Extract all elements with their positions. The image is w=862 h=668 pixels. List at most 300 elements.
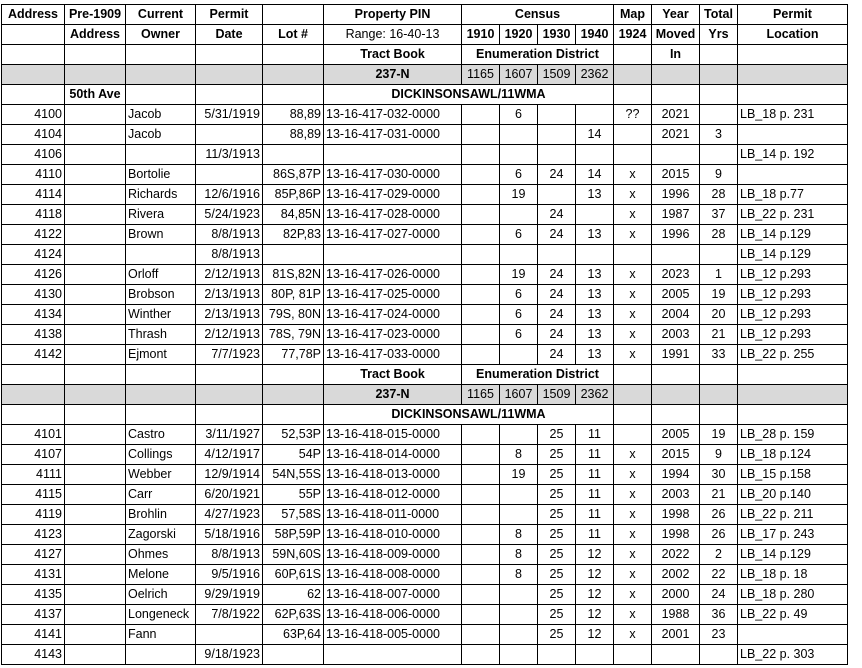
pre-1909-address-cell[interactable] (65, 105, 126, 125)
year-moved-in-cell[interactable]: 2021 (652, 105, 700, 125)
census-1940-cell[interactable]: 13 (576, 185, 614, 205)
pre-1909-address-cell[interactable] (65, 465, 126, 485)
section2-gray-tail-0[interactable] (614, 385, 652, 405)
header-permit-location[interactable]: Permit (738, 5, 848, 25)
lot-number-cell[interactable]: 85P,86P (263, 185, 324, 205)
census-1940-cell[interactable]: 12 (576, 605, 614, 625)
map-1924-cell[interactable]: x (614, 445, 652, 465)
section1-street-empty-0[interactable] (2, 85, 65, 105)
permit-location-cell[interactable]: LB_18 p. 18 (738, 565, 848, 585)
header2-lot-number[interactable]: Lot # (263, 25, 324, 45)
census-1910-cell[interactable] (462, 245, 500, 265)
total-years-cell[interactable] (700, 105, 738, 125)
census-1940-cell[interactable]: 13 (576, 285, 614, 305)
census-1930-cell[interactable]: 25 (538, 505, 576, 525)
permit-location-cell[interactable]: LB_22 p. 211 (738, 505, 848, 525)
permit-date-cell[interactable]: 12/6/1916 (196, 185, 263, 205)
header-year[interactable]: Year (652, 5, 700, 25)
lot-number-cell[interactable] (263, 145, 324, 165)
lot-number-cell[interactable]: 60P,61S (263, 565, 324, 585)
current-owner-cell[interactable]: Melone (126, 565, 196, 585)
census-1920-cell[interactable] (500, 425, 538, 445)
map-1924-cell[interactable] (614, 425, 652, 445)
year-moved-in-cell[interactable]: 2015 (652, 445, 700, 465)
property-pin-cell[interactable]: 13-16-417-030-0000 (324, 165, 462, 185)
current-owner-cell[interactable]: Richards (126, 185, 196, 205)
permit-location-cell[interactable]: LB_14 p. 192 (738, 145, 848, 165)
section2-label-empty-total[interactable] (700, 365, 738, 385)
census-1940-cell[interactable] (576, 145, 614, 165)
permit-date-cell[interactable]: 5/24/1923 (196, 205, 263, 225)
pre-1909-address-cell[interactable] (65, 525, 126, 545)
map-1924-cell[interactable]: x (614, 185, 652, 205)
section2-district-0[interactable]: 1165 (462, 385, 500, 405)
census-1930-cell[interactable]: 25 (538, 545, 576, 565)
permit-location-cell[interactable]: LB_14 p.129 (738, 545, 848, 565)
pre-1909-address-cell[interactable] (65, 645, 126, 665)
lot-number-cell[interactable] (263, 245, 324, 265)
lot-number-cell[interactable]: 54P (263, 445, 324, 465)
section2-street-tail-2[interactable] (700, 405, 738, 425)
address-cell[interactable]: 4104 (2, 125, 65, 145)
section1-gray-empty-3[interactable] (196, 65, 263, 85)
census-1920-cell[interactable] (500, 145, 538, 165)
year-moved-in-cell[interactable] (652, 245, 700, 265)
census-1940-cell[interactable]: 11 (576, 425, 614, 445)
section1-tract-book-label[interactable]: Tract Book (324, 45, 462, 65)
section1-label-empty-4[interactable] (263, 45, 324, 65)
permit-date-cell[interactable]: 5/18/1916 (196, 525, 263, 545)
census-1930-cell[interactable] (538, 125, 576, 145)
census-1920-cell[interactable]: 8 (500, 525, 538, 545)
total-years-cell[interactable]: 2 (700, 545, 738, 565)
census-1910-cell[interactable] (462, 345, 500, 365)
lot-number-cell[interactable]: 52,53P (263, 425, 324, 445)
map-1924-cell[interactable]: x (614, 225, 652, 245)
header2-total-years[interactable]: Yrs (700, 25, 738, 45)
census-1930-cell[interactable] (538, 105, 576, 125)
section1-street-tail-3[interactable] (738, 85, 848, 105)
census-1940-cell[interactable]: 12 (576, 625, 614, 645)
pre-1909-address-cell[interactable] (65, 605, 126, 625)
section2-street-empty-2[interactable] (126, 405, 196, 425)
total-years-cell[interactable]: 24 (700, 585, 738, 605)
section1-label-empty-0[interactable] (2, 45, 65, 65)
total-years-cell[interactable]: 22 (700, 565, 738, 585)
header-map[interactable]: Map (614, 5, 652, 25)
section1-moved-in-label[interactable]: In (652, 45, 700, 65)
section1-label-empty-map[interactable] (614, 45, 652, 65)
year-moved-in-cell[interactable]: 1994 (652, 465, 700, 485)
header2-census-1930[interactable]: 1930 (538, 25, 576, 45)
census-1940-cell[interactable] (576, 645, 614, 665)
total-years-cell[interactable]: 33 (700, 345, 738, 365)
section1-tract-value[interactable]: 237-N (324, 65, 462, 85)
pre-1909-address-cell[interactable] (65, 145, 126, 165)
pre-1909-address-cell[interactable] (65, 345, 126, 365)
property-pin-cell[interactable]: 13-16-418-011-0000 (324, 505, 462, 525)
map-1924-cell[interactable]: x (614, 485, 652, 505)
census-1930-cell[interactable]: 24 (538, 345, 576, 365)
section2-label-empty-4[interactable] (263, 365, 324, 385)
permit-location-cell[interactable]: LB_22 p. 231 (738, 205, 848, 225)
lot-number-cell[interactable]: 84,85N (263, 205, 324, 225)
permit-date-cell[interactable]: 7/8/1922 (196, 605, 263, 625)
pre-1909-address-cell[interactable] (65, 545, 126, 565)
address-cell[interactable]: 4115 (2, 485, 65, 505)
permit-date-cell[interactable]: 2/13/1913 (196, 305, 263, 325)
census-1930-cell[interactable] (538, 185, 576, 205)
address-cell[interactable]: 4134 (2, 305, 65, 325)
year-moved-in-cell[interactable]: 2005 (652, 285, 700, 305)
section2-district-2[interactable]: 1509 (538, 385, 576, 405)
census-1910-cell[interactable] (462, 125, 500, 145)
census-1920-cell[interactable] (500, 205, 538, 225)
address-cell[interactable]: 4131 (2, 565, 65, 585)
year-moved-in-cell[interactable]: 2001 (652, 625, 700, 645)
map-1924-cell[interactable]: x (614, 325, 652, 345)
map-1924-cell[interactable]: x (614, 465, 652, 485)
header2-census-1940[interactable]: 1940 (576, 25, 614, 45)
census-1940-cell[interactable] (576, 245, 614, 265)
census-1920-cell[interactable] (500, 345, 538, 365)
section2-label-empty-3[interactable] (196, 365, 263, 385)
section2-label-empty-0[interactable] (2, 365, 65, 385)
census-1930-cell[interactable]: 25 (538, 625, 576, 645)
address-cell[interactable]: 4127 (2, 545, 65, 565)
permit-date-cell[interactable]: 4/12/1917 (196, 445, 263, 465)
permit-location-cell[interactable]: LB_12 p.293 (738, 265, 848, 285)
current-owner-cell[interactable]: Jacob (126, 105, 196, 125)
section1-label-empty-1[interactable] (65, 45, 126, 65)
total-years-cell[interactable]: 26 (700, 505, 738, 525)
current-owner-cell[interactable]: Castro (126, 425, 196, 445)
lot-number-cell[interactable]: 63P,64 (263, 625, 324, 645)
map-1924-cell[interactable]: x (614, 545, 652, 565)
permit-location-cell[interactable]: LB_22 p. 49 (738, 605, 848, 625)
property-pin-cell[interactable]: 13-16-417-026-0000 (324, 265, 462, 285)
section1-street-tail-0[interactable] (614, 85, 652, 105)
year-moved-in-cell[interactable]: 2003 (652, 485, 700, 505)
address-cell[interactable]: 4114 (2, 185, 65, 205)
section1-street-empty-3[interactable] (196, 85, 263, 105)
permit-date-cell[interactable]: 4/27/1923 (196, 505, 263, 525)
lot-number-cell[interactable]: 81S,82N (263, 265, 324, 285)
section2-tract-book-label[interactable]: Tract Book (324, 365, 462, 385)
lot-number-cell[interactable]: 77,78P (263, 345, 324, 365)
section2-gray-empty-3[interactable] (196, 385, 263, 405)
census-1910-cell[interactable] (462, 145, 500, 165)
permit-date-cell[interactable]: 2/12/1913 (196, 265, 263, 285)
map-1924-cell[interactable] (614, 245, 652, 265)
header2-address[interactable] (2, 25, 65, 45)
year-moved-in-cell[interactable]: 2004 (652, 305, 700, 325)
census-1920-cell[interactable] (500, 605, 538, 625)
census-1930-cell[interactable] (538, 245, 576, 265)
census-1910-cell[interactable] (462, 465, 500, 485)
section1-gray-tail-1[interactable] (652, 65, 700, 85)
year-moved-in-cell[interactable]: 2022 (652, 545, 700, 565)
census-1910-cell[interactable] (462, 165, 500, 185)
pre-1909-address-cell[interactable] (65, 505, 126, 525)
census-1920-cell[interactable]: 8 (500, 545, 538, 565)
census-1930-cell[interactable]: 24 (538, 165, 576, 185)
census-1940-cell[interactable]: 14 (576, 165, 614, 185)
property-pin-cell[interactable]: 13-16-418-009-0000 (324, 545, 462, 565)
property-pin-cell[interactable] (324, 245, 462, 265)
permit-location-cell[interactable]: LB_17 p. 243 (738, 525, 848, 545)
permit-location-cell[interactable]: LB_12 p.293 (738, 285, 848, 305)
pre-1909-address-cell[interactable] (65, 445, 126, 465)
current-owner-cell[interactable]: Orloff (126, 265, 196, 285)
current-owner-cell[interactable]: Brobson (126, 285, 196, 305)
section1-gray-empty-1[interactable] (65, 65, 126, 85)
map-1924-cell[interactable]: x (614, 345, 652, 365)
section2-label-empty-map[interactable] (614, 365, 652, 385)
header-permit[interactable]: Permit (196, 5, 263, 25)
census-1920-cell[interactable] (500, 125, 538, 145)
census-1930-cell[interactable] (538, 645, 576, 665)
map-1924-cell[interactable]: x (614, 305, 652, 325)
census-1930-cell[interactable]: 24 (538, 205, 576, 225)
section1-district-2[interactable]: 1509 (538, 65, 576, 85)
lot-number-cell[interactable]: 57,58S (263, 505, 324, 525)
section2-gray-empty-4[interactable] (263, 385, 324, 405)
address-cell[interactable]: 4101 (2, 425, 65, 445)
census-1920-cell[interactable]: 19 (500, 265, 538, 285)
current-owner-cell[interactable]: Fann (126, 625, 196, 645)
address-cell[interactable]: 4110 (2, 165, 65, 185)
pre-1909-address-cell[interactable] (65, 425, 126, 445)
total-years-cell[interactable]: 3 (700, 125, 738, 145)
census-1940-cell[interactable]: 13 (576, 265, 614, 285)
section1-enumeration-label[interactable]: Enumeration District (462, 45, 614, 65)
census-1940-cell[interactable]: 12 (576, 565, 614, 585)
section1-gray-tail-3[interactable] (738, 65, 848, 85)
section2-tract-value[interactable]: 237-N (324, 385, 462, 405)
current-owner-cell[interactable] (126, 645, 196, 665)
census-1940-cell[interactable]: 12 (576, 585, 614, 605)
address-cell[interactable]: 4123 (2, 525, 65, 545)
year-moved-in-cell[interactable]: 1998 (652, 505, 700, 525)
section2-gray-empty-2[interactable] (126, 385, 196, 405)
map-1924-cell[interactable]: x (614, 505, 652, 525)
address-cell[interactable]: 4143 (2, 645, 65, 665)
lot-number-cell[interactable]: 80P, 81P (263, 285, 324, 305)
permit-location-cell[interactable]: LB_14 p.129 (738, 225, 848, 245)
section1-district-1[interactable]: 1607 (500, 65, 538, 85)
permit-date-cell[interactable]: 12/9/1914 (196, 465, 263, 485)
section1-street-tail-2[interactable] (700, 85, 738, 105)
permit-date-cell[interactable]: 5/31/1919 (196, 105, 263, 125)
lot-number-cell[interactable]: 55P (263, 485, 324, 505)
census-1930-cell[interactable]: 25 (538, 565, 576, 585)
census-1920-cell[interactable]: 19 (500, 465, 538, 485)
permit-date-cell[interactable] (196, 125, 263, 145)
section1-label-empty-loc[interactable] (738, 45, 848, 65)
census-1930-cell[interactable]: 24 (538, 305, 576, 325)
permit-date-cell[interactable] (196, 165, 263, 185)
permit-location-cell[interactable]: LB_22 p. 303 (738, 645, 848, 665)
census-1930-cell[interactable]: 24 (538, 325, 576, 345)
header2-permit-location[interactable]: Location (738, 25, 848, 45)
total-years-cell[interactable]: 19 (700, 425, 738, 445)
permit-location-cell[interactable]: LB_15 p.158 (738, 465, 848, 485)
section2-street-tail-0[interactable] (614, 405, 652, 425)
section2-gray-tail-2[interactable] (700, 385, 738, 405)
census-1910-cell[interactable] (462, 525, 500, 545)
permit-date-cell[interactable]: 7/7/1923 (196, 345, 263, 365)
census-1940-cell[interactable]: 13 (576, 225, 614, 245)
property-pin-cell[interactable]: 13-16-417-033-0000 (324, 345, 462, 365)
section1-gray-empty-2[interactable] (126, 65, 196, 85)
census-1920-cell[interactable]: 6 (500, 225, 538, 245)
census-1930-cell[interactable]: 24 (538, 265, 576, 285)
map-1924-cell[interactable] (614, 645, 652, 665)
lot-number-cell[interactable]: 62P,63S (263, 605, 324, 625)
year-moved-in-cell[interactable]: 1991 (652, 345, 700, 365)
total-years-cell[interactable] (700, 245, 738, 265)
section1-street-empty-2[interactable] (126, 85, 196, 105)
total-years-cell[interactable]: 37 (700, 205, 738, 225)
current-owner-cell[interactable]: Ejmont (126, 345, 196, 365)
lot-number-cell[interactable]: 88,89 (263, 125, 324, 145)
census-1920-cell[interactable] (500, 505, 538, 525)
header2-year-moved-in[interactable]: Moved (652, 25, 700, 45)
pre-1909-address-cell[interactable] (65, 625, 126, 645)
property-pin-cell[interactable]: 13-16-417-027-0000 (324, 225, 462, 245)
pre-1909-address-cell[interactable] (65, 325, 126, 345)
section1-district-3[interactable]: 2362 (576, 65, 614, 85)
permit-date-cell[interactable]: 9/5/1916 (196, 565, 263, 585)
header-blank[interactable] (263, 5, 324, 25)
current-owner-cell[interactable]: Webber (126, 465, 196, 485)
census-1930-cell[interactable]: 25 (538, 425, 576, 445)
census-1940-cell[interactable]: 12 (576, 545, 614, 565)
permit-date-cell[interactable] (196, 625, 263, 645)
census-1910-cell[interactable] (462, 425, 500, 445)
address-cell[interactable]: 4118 (2, 205, 65, 225)
address-cell[interactable]: 4107 (2, 445, 65, 465)
address-cell[interactable]: 4100 (2, 105, 65, 125)
census-1930-cell[interactable]: 24 (538, 285, 576, 305)
permit-date-cell[interactable]: 2/12/1913 (196, 325, 263, 345)
property-pin-cell[interactable]: 13-16-418-014-0000 (324, 445, 462, 465)
census-1920-cell[interactable]: 8 (500, 565, 538, 585)
permit-date-cell[interactable]: 3/11/1927 (196, 425, 263, 445)
permit-location-cell[interactable]: LB_20 p.140 (738, 485, 848, 505)
map-1924-cell[interactable]: x (614, 625, 652, 645)
total-years-cell[interactable]: 9 (700, 445, 738, 465)
year-moved-in-cell[interactable]: 1987 (652, 205, 700, 225)
property-pin-cell[interactable]: 13-16-418-006-0000 (324, 605, 462, 625)
permit-date-cell[interactable]: 8/8/1913 (196, 245, 263, 265)
census-1910-cell[interactable] (462, 285, 500, 305)
current-owner-cell[interactable]: Carr (126, 485, 196, 505)
map-1924-cell[interactable]: x (614, 605, 652, 625)
total-years-cell[interactable] (700, 145, 738, 165)
section2-gray-tail-1[interactable] (652, 385, 700, 405)
section1-label-empty-3[interactable] (196, 45, 263, 65)
pre-1909-address-cell[interactable] (65, 125, 126, 145)
property-pin-cell[interactable]: 13-16-417-023-0000 (324, 325, 462, 345)
pre-1909-address-cell[interactable] (65, 205, 126, 225)
section1-subdivision[interactable]: DICKINSONSAWL/11WMA (324, 85, 614, 105)
year-moved-in-cell[interactable] (652, 145, 700, 165)
census-1930-cell[interactable]: 25 (538, 585, 576, 605)
permit-date-cell[interactable]: 8/8/1913 (196, 545, 263, 565)
census-1920-cell[interactable] (500, 585, 538, 605)
lot-number-cell[interactable]: 62 (263, 585, 324, 605)
total-years-cell[interactable]: 21 (700, 325, 738, 345)
census-1920-cell[interactable] (500, 485, 538, 505)
property-pin-cell[interactable]: 13-16-417-029-0000 (324, 185, 462, 205)
current-owner-cell[interactable]: Bortolie (126, 165, 196, 185)
census-1920-cell[interactable]: 6 (500, 165, 538, 185)
property-pin-cell[interactable]: 13-16-417-025-0000 (324, 285, 462, 305)
total-years-cell[interactable]: 21 (700, 485, 738, 505)
census-1940-cell[interactable]: 13 (576, 305, 614, 325)
lot-number-cell[interactable]: 79S, 80N (263, 305, 324, 325)
address-cell[interactable]: 4106 (2, 145, 65, 165)
total-years-cell[interactable] (700, 645, 738, 665)
census-1920-cell[interactable]: 6 (500, 285, 538, 305)
map-1924-cell[interactable]: x (614, 585, 652, 605)
header-total[interactable]: Total (700, 5, 738, 25)
property-pin-cell[interactable]: 13-16-418-012-0000 (324, 485, 462, 505)
current-owner-cell[interactable]: Ohmes (126, 545, 196, 565)
permit-date-cell[interactable]: 6/20/1921 (196, 485, 263, 505)
lot-number-cell[interactable]: 59N,60S (263, 545, 324, 565)
map-1924-cell[interactable]: x (614, 205, 652, 225)
total-years-cell[interactable]: 26 (700, 525, 738, 545)
section2-street-tail-3[interactable] (738, 405, 848, 425)
permit-date-cell[interactable]: 9/18/1923 (196, 645, 263, 665)
header2-current-owner[interactable]: Owner (126, 25, 196, 45)
census-1920-cell[interactable] (500, 645, 538, 665)
permit-date-cell[interactable]: 2/13/1913 (196, 285, 263, 305)
header-address[interactable]: Address (2, 5, 65, 25)
pre-1909-address-cell[interactable] (65, 485, 126, 505)
year-moved-in-cell[interactable]: 2021 (652, 125, 700, 145)
address-cell[interactable]: 4111 (2, 465, 65, 485)
census-1910-cell[interactable] (462, 585, 500, 605)
property-pin-cell[interactable]: 13-16-417-031-0000 (324, 125, 462, 145)
section2-street-tail-1[interactable] (652, 405, 700, 425)
pre-1909-address-cell[interactable] (65, 225, 126, 245)
census-1940-cell[interactable]: 11 (576, 525, 614, 545)
current-owner-cell[interactable]: Zagorski (126, 525, 196, 545)
census-1940-cell[interactable]: 13 (576, 325, 614, 345)
total-years-cell[interactable]: 30 (700, 465, 738, 485)
header2-pre-1909-address[interactable]: Address (65, 25, 126, 45)
section2-gray-empty-0[interactable] (2, 385, 65, 405)
census-1910-cell[interactable] (462, 325, 500, 345)
lot-number-cell[interactable]: 88,89 (263, 105, 324, 125)
census-1930-cell[interactable]: 25 (538, 605, 576, 625)
census-1910-cell[interactable] (462, 225, 500, 245)
lot-number-cell[interactable] (263, 645, 324, 665)
year-moved-in-cell[interactable]: 1988 (652, 605, 700, 625)
census-1910-cell[interactable] (462, 445, 500, 465)
census-1910-cell[interactable] (462, 505, 500, 525)
address-cell[interactable]: 4119 (2, 505, 65, 525)
property-pin-cell[interactable]: 13-16-418-007-0000 (324, 585, 462, 605)
section1-gray-empty-4[interactable] (263, 65, 324, 85)
address-cell[interactable]: 4130 (2, 285, 65, 305)
map-1924-cell[interactable] (614, 145, 652, 165)
map-1924-cell[interactable]: x (614, 565, 652, 585)
